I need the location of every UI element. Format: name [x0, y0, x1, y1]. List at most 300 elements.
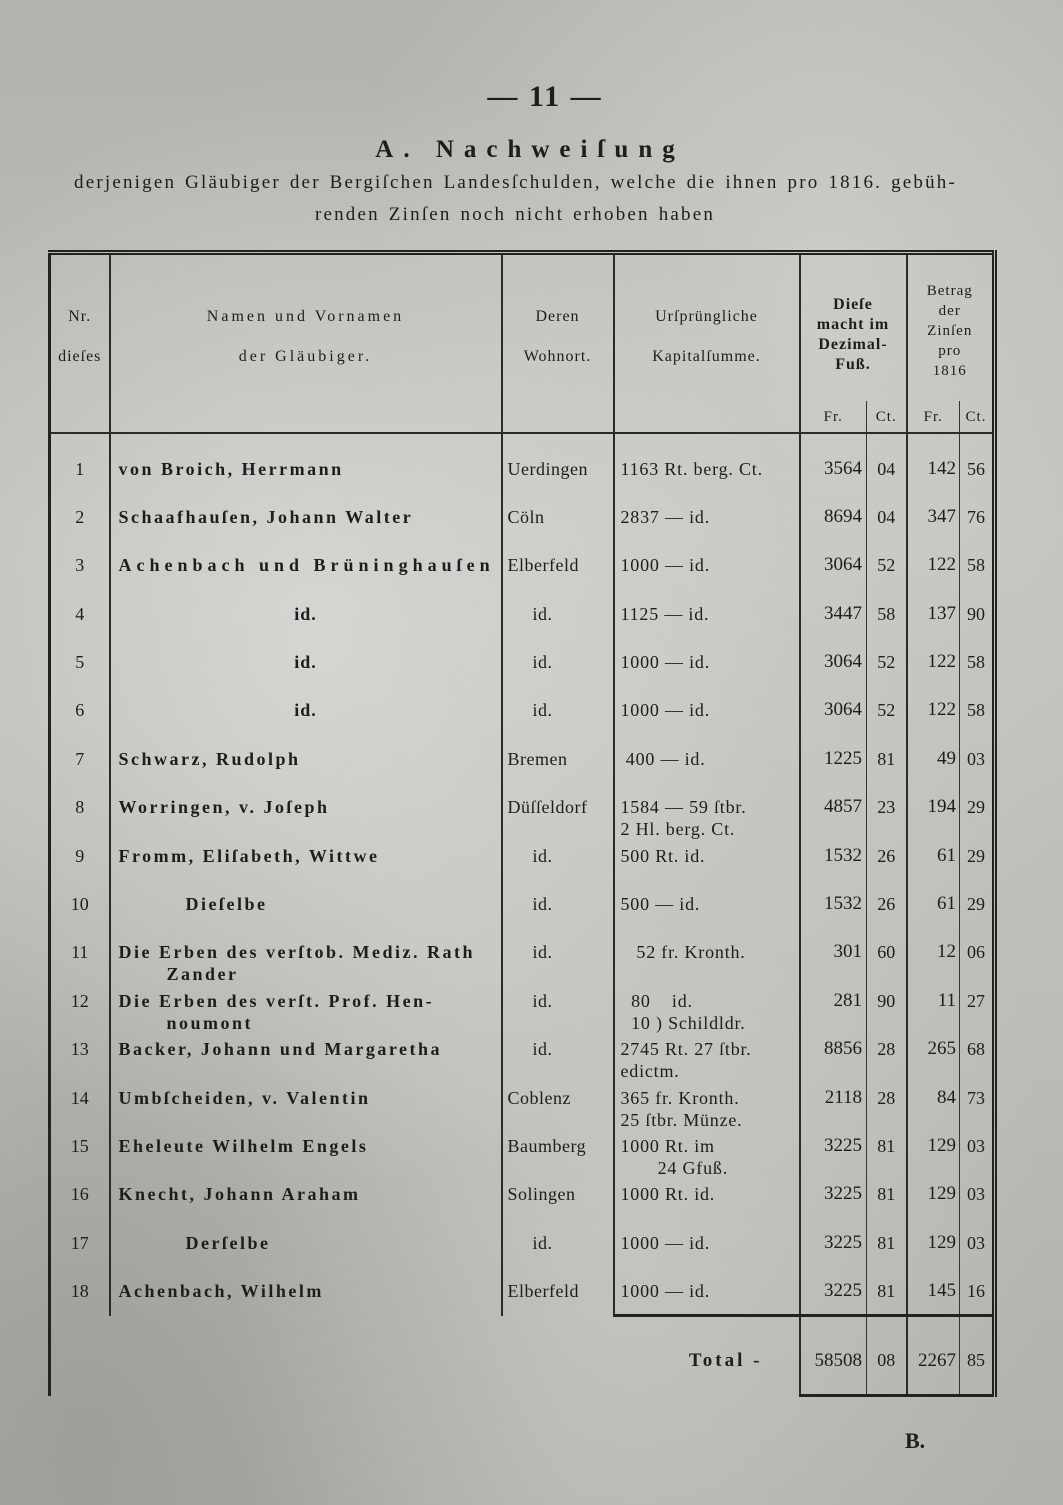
- row-number-line: 4: [75, 603, 85, 624]
- row-number-content: [51, 748, 109, 770]
- row-number-line: 2: [75, 506, 85, 527]
- row-number-content: [51, 1232, 109, 1254]
- interest-centimes: [960, 445, 995, 493]
- interest-francs-content: [908, 941, 957, 963]
- original-capital: [614, 590, 800, 638]
- interest-centimes: [960, 1074, 995, 1122]
- original-capital: [614, 880, 800, 928]
- decimal-francs: [800, 541, 867, 589]
- row-number-line: 17: [70, 1232, 89, 1253]
- decimal-centimes-content: [867, 941, 906, 963]
- interest-centimes-line: 16: [967, 1281, 985, 1302]
- row-number: [50, 928, 110, 976]
- row-number-line: 3: [75, 555, 85, 576]
- decimal-centimes: [867, 1219, 907, 1267]
- table-row: [50, 638, 995, 686]
- table-row: [50, 1219, 995, 1267]
- interest-centimes-line: 58: [967, 700, 985, 721]
- interest-centimes-content: [960, 1232, 992, 1254]
- residence-line: Elberfeld: [507, 1281, 579, 1302]
- decimal-centimes-content: [867, 1280, 906, 1302]
- row-number-content: [51, 603, 109, 625]
- residence: [502, 832, 614, 880]
- header-line: 1816: [932, 363, 967, 379]
- interest-francs-line: 129: [927, 1134, 956, 1156]
- row-number: [50, 638, 110, 686]
- interest-centimes-line: 68: [967, 1039, 985, 1060]
- interest-centimes: [960, 590, 995, 638]
- original-capital-content: [621, 845, 799, 867]
- interest-centimes-line: 76: [967, 506, 985, 527]
- header-line: pro: [938, 343, 962, 359]
- spacer-cell: [960, 433, 995, 445]
- row-number-line: 13: [70, 1039, 89, 1060]
- spacer-row: [50, 433, 995, 445]
- creditor-name-line: von Broich, Herrmann: [118, 458, 344, 479]
- residence: [502, 735, 614, 783]
- interest-centimes: [960, 686, 995, 734]
- decimal-francs-content: [801, 1280, 863, 1302]
- residence: [502, 880, 614, 928]
- interest-francs-content: [908, 1135, 957, 1157]
- interest-centimes-content: [960, 1280, 992, 1302]
- spacer-cell: [614, 433, 800, 445]
- spacer-cell: [502, 433, 614, 445]
- decimal-centimes-line: 23: [877, 797, 896, 818]
- row-number: [50, 493, 110, 541]
- row-number-line: 10: [70, 894, 89, 915]
- decimal-francs-line: 3225: [824, 1231, 862, 1253]
- residence: [502, 686, 614, 734]
- row-number-content: [51, 458, 109, 480]
- row-number-line: 15: [70, 1135, 89, 1156]
- original-capital-content: [621, 1232, 799, 1254]
- creditor-name-line: Derſelbe: [185, 1232, 271, 1253]
- residence-content: [533, 1038, 613, 1060]
- total-interest-centimes: 85: [960, 1316, 995, 1396]
- decimal-centimes-content: [867, 990, 906, 1012]
- interest-francs-line: 129: [927, 1183, 956, 1205]
- residence-line: Bremen: [507, 748, 568, 769]
- row-number: [50, 783, 110, 831]
- original-capital-content: [620, 990, 799, 1033]
- interest-francs-content: [908, 603, 957, 625]
- decimal-francs-content: [801, 651, 863, 673]
- original-capital: [614, 977, 800, 1033]
- interest-centimes: [960, 541, 995, 589]
- decimal-centimes-line: 26: [877, 845, 896, 866]
- decimal-francs: [800, 1122, 867, 1170]
- table-row: [50, 783, 995, 831]
- decimal-centimes: [867, 783, 907, 831]
- col-header-name: [110, 253, 502, 433]
- residence-content: [533, 941, 613, 963]
- original-capital-line: 500 Rt. id.: [620, 845, 706, 866]
- interest-centimes: [960, 928, 995, 976]
- table-row: [50, 1267, 995, 1315]
- residence-line: Cöln: [507, 506, 545, 527]
- creditor-name: [110, 832, 502, 880]
- creditor-name-content: [111, 651, 501, 673]
- interest-francs-content: [908, 651, 957, 673]
- creditor-name-line: Worringen, v. Joſeph: [118, 797, 330, 818]
- original-capital-content: [620, 1087, 799, 1130]
- decimal-francs-line: 3064: [824, 651, 862, 673]
- original-capital-line: 24 Gfuß.: [620, 1157, 728, 1178]
- residence-line: id.: [532, 700, 553, 721]
- decimal-centimes-content: [867, 893, 906, 915]
- table-row: [50, 1122, 995, 1170]
- total-row: [50, 1316, 995, 1396]
- interest-centimes-line: 03: [967, 1135, 985, 1156]
- decimal-francs-line: 3225: [824, 1183, 862, 1205]
- decimal-francs-line: 8856: [824, 1038, 862, 1060]
- decimal-francs-content: [801, 554, 863, 576]
- interest-francs-content: [908, 458, 957, 480]
- table-row: [50, 686, 995, 734]
- decimal-centimes-content: [867, 651, 906, 673]
- decimal-centimes: [867, 1170, 907, 1218]
- document-title: A. Nachweiſung: [375, 136, 685, 163]
- interest-francs-line: 347: [927, 505, 956, 527]
- decimal-francs-line: 3225: [824, 1134, 862, 1156]
- interest-francs-content: [908, 1232, 957, 1254]
- row-number: [50, 445, 110, 493]
- residence-content: [508, 1280, 613, 1302]
- decimal-centimes: [867, 1025, 907, 1073]
- residence-content: [508, 1087, 613, 1109]
- decimal-francs: [800, 880, 867, 928]
- interest-francs: [907, 493, 960, 541]
- row-number: [50, 1074, 110, 1122]
- residence: [502, 638, 614, 686]
- interest-francs-line: 11: [937, 989, 956, 1011]
- residence-line: Baumberg: [507, 1135, 587, 1156]
- decimal-francs-content: [801, 506, 863, 528]
- decimal-centimes-content: [867, 458, 906, 480]
- creditor-name-line: id.: [294, 700, 317, 721]
- original-capital-content: [621, 748, 799, 770]
- decimal-centimes-content: [867, 603, 906, 625]
- decimal-centimes-content: [867, 796, 906, 818]
- residence-line: Düſſeldorf: [507, 797, 588, 818]
- interest-centimes-content: [960, 941, 992, 963]
- interest-francs: [907, 445, 960, 493]
- decimal-francs-content: [801, 699, 863, 721]
- decimal-centimes-line: 28: [877, 1087, 896, 1108]
- decimal-francs-line: 3447: [824, 602, 862, 624]
- creditor-name: [110, 1170, 502, 1218]
- residence-line: Uerdingen: [507, 458, 588, 479]
- spacer-cell: [907, 433, 960, 445]
- interest-francs: [907, 541, 960, 589]
- decimal-francs-content: [801, 458, 863, 480]
- interest-centimes: [960, 1025, 995, 1073]
- decimal-centimes-line: 28: [877, 1039, 896, 1060]
- header-line: dieſes: [58, 348, 102, 365]
- decimal-francs-line: 8694: [824, 505, 862, 527]
- row-number-line: 8: [75, 797, 85, 818]
- creditor-name-content: [186, 1232, 501, 1254]
- header-line: Wohnort.: [523, 348, 592, 365]
- creditor-name-content: [119, 796, 501, 818]
- original-capital: [614, 493, 800, 541]
- total-section: [50, 1316, 995, 1396]
- header-line: macht im: [816, 316, 890, 333]
- decimal-centimes: [867, 686, 907, 734]
- table-row: [50, 928, 995, 976]
- table-row: [50, 832, 995, 880]
- interest-centimes-content: [960, 893, 992, 915]
- interest-centimes-content: [960, 990, 992, 1012]
- decimal-francs-line: 3064: [824, 554, 862, 576]
- header-line: der Gläubiger.: [238, 348, 373, 365]
- interest-centimes-line: 56: [967, 458, 985, 479]
- row-number-line: 1: [75, 458, 85, 479]
- interest-francs-line: 145: [927, 1280, 956, 1302]
- interest-francs: [907, 880, 960, 928]
- decimal-centimes-line: 81: [877, 1184, 896, 1205]
- decimal-francs: [800, 1025, 867, 1073]
- interest-francs: [907, 686, 960, 734]
- header-line: Kapitalſumme.: [652, 348, 761, 365]
- interest-francs-content: [908, 845, 957, 867]
- interest-francs-line: 142: [927, 457, 956, 479]
- creditor-name: [110, 1074, 502, 1122]
- table-row: [50, 880, 995, 928]
- creditor-name-line: Die Erben des verſtob. Mediz. Rath: [118, 942, 475, 963]
- interest-francs-content: [908, 1038, 957, 1060]
- residence: [502, 928, 614, 976]
- original-capital-line: 2745 Rt. 27 ſtbr.: [620, 1039, 752, 1060]
- row-number-line: 11: [71, 942, 89, 963]
- residence-line: id.: [532, 652, 553, 673]
- header-line: Dezimal-: [818, 336, 888, 353]
- col-header-residence: [502, 253, 614, 433]
- creditor-name: [110, 1122, 502, 1170]
- creditor-name-line: Zander: [166, 964, 239, 985]
- col-header-decimal: [800, 253, 907, 401]
- interest-centimes-content: [960, 554, 992, 576]
- original-capital-line: 1000 Rt. im: [620, 1135, 715, 1156]
- original-capital-line: 10 ) Schildldr.: [620, 1012, 746, 1033]
- row-number-content: [51, 1135, 109, 1157]
- decimal-francs-line: 301: [833, 941, 862, 963]
- interest-francs-line: 265: [927, 1038, 956, 1060]
- interest-centimes: [960, 977, 995, 1025]
- residence-line: id.: [532, 1232, 553, 1253]
- creditor-name-line: Backer, Johann und Margaretha: [118, 1039, 443, 1060]
- creditor-name: [110, 880, 502, 928]
- header-line: Betrag: [926, 283, 973, 299]
- original-capital-content: [620, 796, 799, 840]
- interest-centimes-content: [960, 796, 992, 818]
- creditor-name-content: [119, 554, 501, 576]
- row-number: [50, 832, 110, 880]
- original-capital-content: [620, 1038, 799, 1082]
- col-header-number: [50, 253, 110, 433]
- interest-centimes-content: [960, 458, 992, 480]
- interest-francs: [907, 1025, 960, 1073]
- row-number: [50, 1025, 110, 1073]
- unit-centimes: Ct.: [960, 401, 995, 433]
- original-capital-content: [621, 506, 799, 528]
- residence-content: [508, 796, 613, 818]
- interest-francs-line: 61: [937, 844, 956, 866]
- creditor-name-line: Knecht, Johann Araham: [118, 1184, 361, 1205]
- interest-centimes-line: 27: [967, 990, 985, 1011]
- header-line: Deren: [535, 308, 580, 325]
- decimal-centimes-line: 04: [877, 458, 896, 479]
- interest-francs: [907, 832, 960, 880]
- total-decimal-francs: 58508: [800, 1316, 867, 1396]
- decimal-centimes-line: 60: [877, 942, 896, 963]
- residence-content: [533, 893, 613, 915]
- row-number-line: 7: [75, 748, 85, 769]
- row-number-line: 9: [75, 845, 85, 866]
- unit-francs: Fr.: [800, 401, 867, 433]
- creditor-name-line: Achenbach, Wilhelm: [118, 1281, 324, 1302]
- page-number: — 11 —: [487, 80, 603, 113]
- creditor-name: [110, 1219, 502, 1267]
- row-number: [50, 1267, 110, 1315]
- original-capital-line: 25 ſtbr. Münze.: [620, 1109, 743, 1130]
- residence-line: id.: [532, 990, 553, 1011]
- unit-francs: Fr.: [907, 401, 960, 433]
- interest-centimes-line: 29: [967, 845, 985, 866]
- interest-centimes-content: [960, 699, 992, 721]
- original-capital-content: [621, 554, 799, 576]
- decimal-francs-content: [801, 748, 863, 770]
- decimal-centimes-content: [867, 506, 906, 528]
- original-capital-line: 1584 — 59 ſtbr.: [620, 797, 747, 818]
- residence-line: id.: [532, 845, 553, 866]
- residence-content: [508, 554, 613, 576]
- original-capital-line: 80 id.: [620, 990, 693, 1011]
- original-capital-line: 2837 — id.: [620, 506, 711, 527]
- row-number-content: [51, 941, 109, 963]
- creditor-name-line: Dieſelbe: [185, 894, 268, 915]
- decimal-centimes: [867, 445, 907, 493]
- decimal-centimes-line: 81: [877, 1135, 896, 1156]
- original-capital-content: [621, 1280, 799, 1302]
- residence-content: [508, 1183, 613, 1205]
- decimal-centimes: [867, 493, 907, 541]
- header-line: Nr.: [68, 308, 92, 325]
- decimal-francs-content: [801, 990, 863, 1012]
- spacer-cell: [867, 433, 907, 445]
- residence: [502, 1219, 614, 1267]
- interest-francs-line: 137: [927, 602, 956, 624]
- original-capital-line: 365 fr. Kronth.: [620, 1087, 740, 1108]
- decimal-francs: [800, 1267, 867, 1315]
- decimal-francs: [800, 783, 867, 831]
- header-line: Urſprüngliche: [655, 308, 758, 325]
- spacer-cell: [800, 433, 867, 445]
- creditor-name-line: id.: [294, 603, 317, 624]
- original-capital-line: edictm.: [620, 1061, 680, 1082]
- decimal-centimes: [867, 832, 907, 880]
- original-capital-content: [621, 603, 799, 625]
- decimal-francs: [800, 1219, 867, 1267]
- interest-centimes: [960, 1122, 995, 1170]
- decimal-centimes: [867, 1267, 907, 1315]
- interest-centimes-content: [960, 1183, 992, 1205]
- residence: [502, 1074, 614, 1122]
- decimal-francs-content: [801, 893, 863, 915]
- interest-francs-line: 129: [927, 1231, 956, 1253]
- decimal-francs: [800, 1074, 867, 1122]
- residence-line: Elberfeld: [507, 555, 579, 576]
- creditor-name-line: Achenbach und Brüninghauſen: [118, 555, 495, 576]
- row-number-line: 6: [75, 700, 85, 721]
- interest-centimes: [960, 638, 995, 686]
- interest-francs: [907, 1267, 960, 1315]
- row-number-content: [51, 699, 109, 721]
- decimal-centimes-content: [867, 845, 906, 867]
- decimal-centimes-content: [867, 1183, 906, 1205]
- row-number: [50, 1122, 110, 1170]
- decimal-centimes: [867, 541, 907, 589]
- total-decimal-centimes: 08: [867, 1316, 907, 1396]
- interest-centimes: [960, 1219, 995, 1267]
- header-line: Namen und Vornamen: [206, 308, 405, 325]
- table-row: [50, 1074, 995, 1122]
- residence-line: id.: [532, 603, 553, 624]
- creditor-name-content: [119, 458, 501, 480]
- decimal-francs-line: 4857: [824, 796, 862, 818]
- decimal-francs-content: [801, 941, 863, 963]
- original-capital-content: [621, 458, 799, 480]
- residence: [502, 1025, 614, 1073]
- decimal-francs-content: [801, 1232, 863, 1254]
- interest-francs: [907, 1122, 960, 1170]
- original-capital: [614, 1219, 800, 1267]
- interest-centimes-content: [960, 1038, 992, 1060]
- creditor-name-content: [119, 1087, 501, 1109]
- interest-centimes: [960, 1267, 995, 1315]
- original-capital: [614, 686, 800, 734]
- residence: [502, 783, 614, 831]
- header-line: Zinſen: [927, 323, 973, 339]
- decimal-centimes-content: [867, 554, 906, 576]
- creditor-name-content: [119, 1183, 501, 1205]
- decimal-centimes-content: [867, 1232, 906, 1254]
- creditor-name: [110, 783, 502, 831]
- interest-francs-line: 122: [927, 554, 956, 576]
- spacer-cell: [50, 433, 110, 445]
- subtitle-line: renden Zinſen noch nicht erhoben haben: [314, 204, 716, 225]
- table-row: [50, 445, 995, 493]
- residence: [502, 541, 614, 589]
- interest-francs-line: 84: [937, 1086, 956, 1108]
- interest-centimes: [960, 493, 995, 541]
- interest-francs-content: [908, 699, 957, 721]
- original-capital-line: 1000 — id.: [620, 652, 711, 673]
- interest-centimes-content: [960, 603, 992, 625]
- original-capital-line: 1000 — id.: [620, 1232, 711, 1253]
- interest-francs-line: 194: [927, 796, 956, 818]
- interest-centimes: [960, 783, 995, 831]
- original-capital-line: 1000 — id.: [620, 1281, 711, 1302]
- col-header-capital: [614, 253, 800, 433]
- residence-line: id.: [532, 1039, 553, 1060]
- residence-line: Coblenz: [507, 1087, 571, 1108]
- interest-francs-line: 61: [937, 893, 956, 915]
- residence: [502, 977, 614, 1025]
- row-number: [50, 686, 110, 734]
- original-capital-line: 2 Hl. berg. Ct.: [620, 819, 736, 840]
